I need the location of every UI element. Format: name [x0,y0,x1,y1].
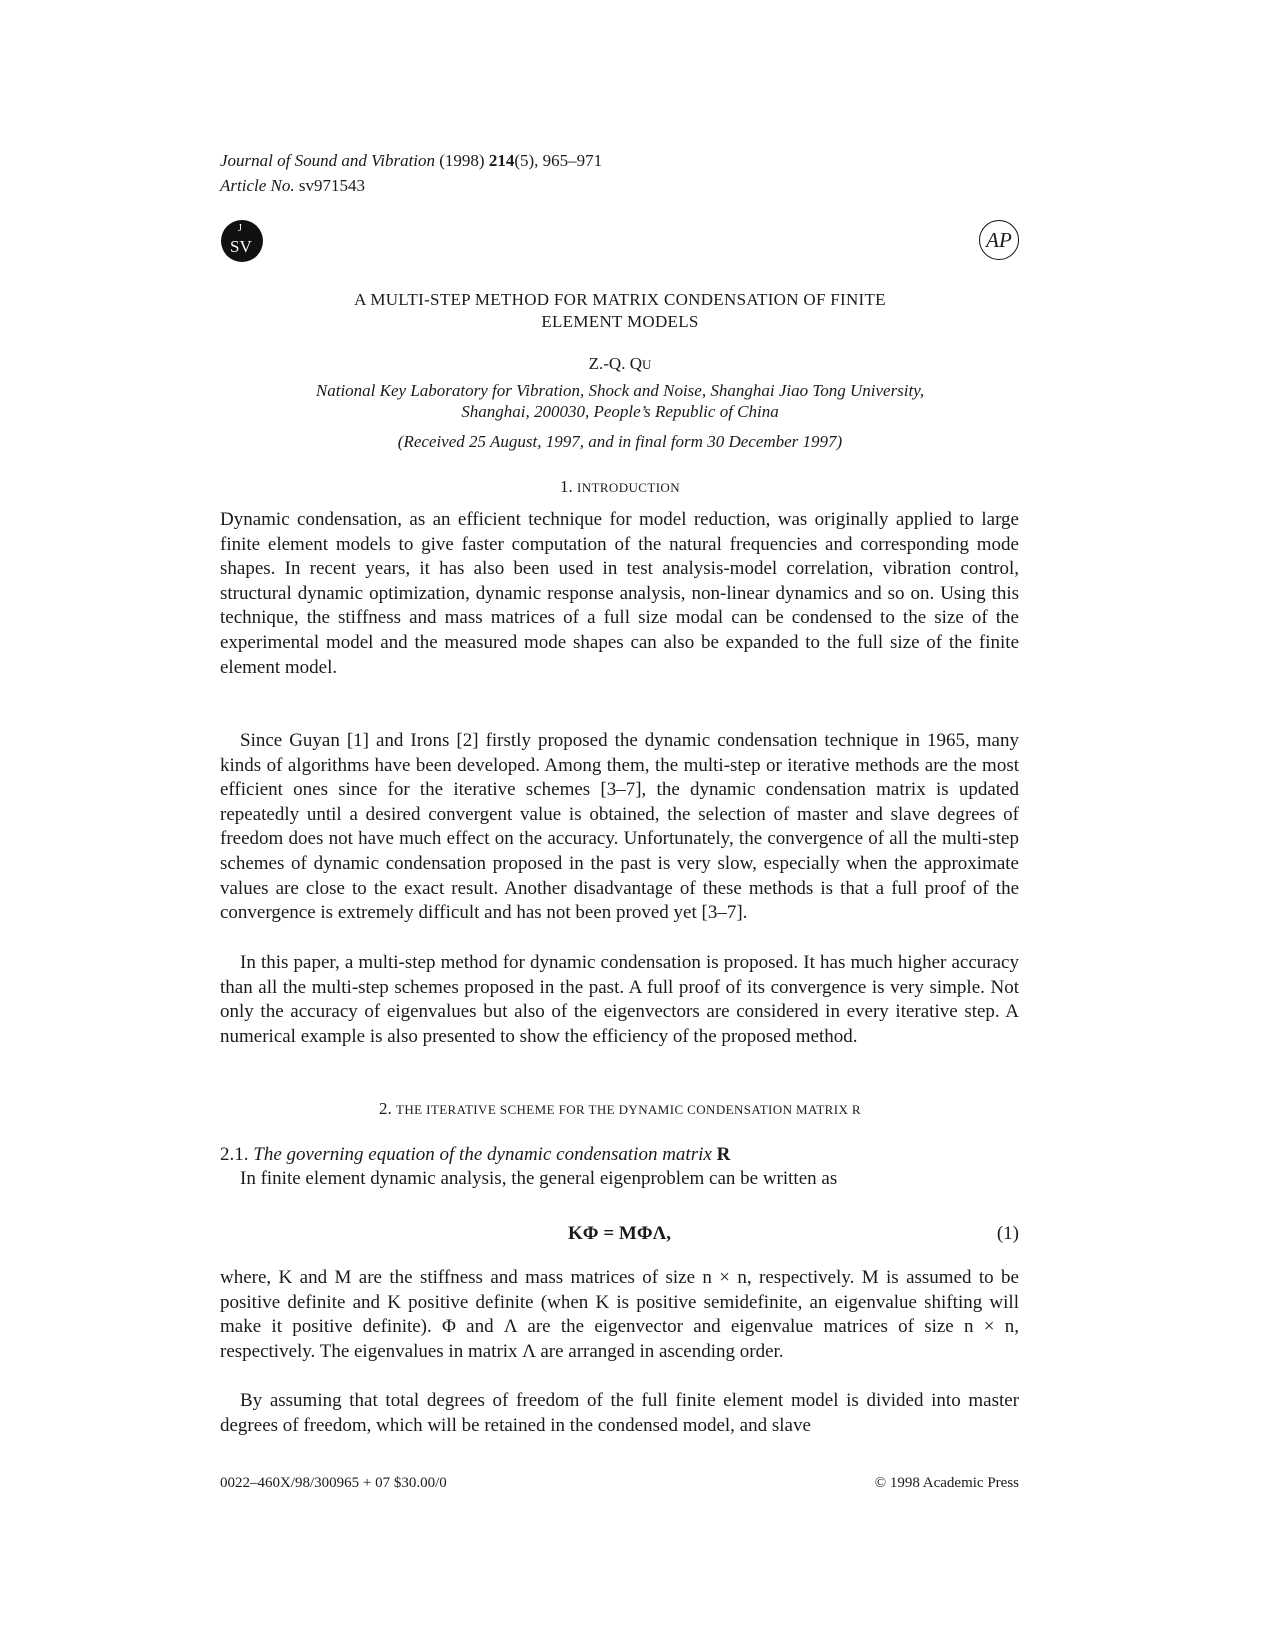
logo-ap-text: AP [986,228,1012,252]
intro-paragraph-2: Since Guyan [1] and Irons [2] firstly proposed the dynamic condensation technique in 1965, many kinds of algorithms have been developed. Among them, the multi-step or iterative methods are the most efficient ones since for the iterative schemes [3–7], the dynamic condensation matrix is updated repeatedly until a desired convergent value is obtained, the selection of master and slave degrees of freedom does not have much effect on the accuracy. Unfortunately, the convergence of all the multi-step schemes of dynamic condensation proposed in the past is very slow, especially when the approximate values are close to the exact result. Another disadvantage of these methods is that a full proof of the convergence is extremely difficult and has not been proved yet [3–7]. [220,730,1019,924]
subsection-title: The governing equation of the dynamic condensation matrix [253,1144,712,1165]
paper-title [220,289,1020,333]
equation-number: (1) [996,1223,1019,1244]
definitions-paragraph: where, K and M are the stiffness and mass matrices of size n × n, respectively. M is assumed to be positive definite and K positive definite (when K is positive semidefinite, an eigenvalue shifting will make it positive definite). Φ and Λ are the eigenvector and eigenvalue matrices of size n × n, respectively. The eigenvalues in matrix Λ are arranged in ascending order. [220,1267,1019,1362]
section-1-heading [220,477,1020,497]
received-dates [220,432,1020,452]
received-text: (Received 25 August, 1997, and in final form 30 December 1997) [397,432,843,451]
subsection-symbol: R [716,1144,731,1165]
logo-sv-text: SV [230,237,252,256]
journal-volume: 214 [488,151,515,170]
journal-line [220,148,602,173]
affiliation-line-2: Shanghai, 200030, People’s Republic of China [461,402,779,421]
author-surname-rest: U [641,357,652,372]
footer-code: 0022–460X/98/300965 + 07 $30.00/0 [220,1475,447,1491]
section-2-heading [220,1099,1020,1119]
article-number: sv971543 [298,176,365,195]
sv-journal-logo [221,220,263,262]
title-line-2: ELEMENT MODELS [541,312,699,331]
intro-paragraph-1: Dynamic condensation, as an efficient technique for model reduction, was originally applied to large finite element models to give faster computation of the natural frequencies and corresponding mode shapes. In recent years, it has also been used in test analysis-model correlation, vibration control, structural dynamic optimization, dynamic response analysis, non-linear dynamics and so on. Using this technique, the stiffness and mass matrices of a full size modal can be condensed to the size of the experimental model and the measured mode shapes can also be expanded to the full size of the finite element model. [220,509,1019,678]
equation-1 [220,1223,1019,1249]
author-initials: Z.-Q. Q [588,354,642,373]
journal-issue-pages: (5), 965–971 [514,151,603,170]
section-1-title: INTRODUCTION [576,480,680,495]
journal-citation [220,148,602,198]
author-name [220,354,1020,374]
article-label: Article No. [220,176,295,195]
journal-name: Journal of Sound and Vibration [220,151,436,170]
title-line-1: A MULTI-STEP METHOD FOR MATRIX CONDENSATION OF FINITE [354,290,886,309]
subsection-2-1-heading [220,1144,730,1166]
affiliation-line-1: National Key Laboratory for Vibration, Shock and Noise, Shanghai Jiao Tong University, [315,381,925,400]
footer-copyright: © 1998 Academic Press [874,1475,1019,1491]
equation-body: KΦ = MΦΛ, [568,1223,671,1244]
ap-publisher-logo [979,220,1019,260]
section-2-title: THE ITERATIVE SCHEME FOR THE DYNAMIC CONDENSATION MATRIX R [396,1102,861,1117]
partition-paragraph: By assuming that total degrees of freedom of the full finite element model is divided into master degrees of freedom, which will be retained in the condensed model, and slave [220,1390,1019,1436]
subsection-number: 2.1. [220,1144,249,1165]
eigenproblem-intro: In finite element dynamic analysis, the general eigenproblem can be written as [240,1168,838,1189]
logo-j-letter: J [238,223,242,234]
affiliation [220,380,1020,422]
section-2-number: 2. [379,1099,392,1118]
article-line [220,173,602,198]
journal-year: (1998) [439,151,485,170]
section-1-number: 1. [559,477,573,496]
intro-paragraph-3: In this paper, a multi-step method for dynamic condensation is proposed. It has much higher accuracy than all the multi-step schemes proposed in the past. A full proof of its convergence is very simple. Not only the accuracy of eigenvalues but also of the eigenvectors are considered in every iterative step. A numerical example is also presented to show the efficiency of the proposed method. [220,952,1019,1047]
